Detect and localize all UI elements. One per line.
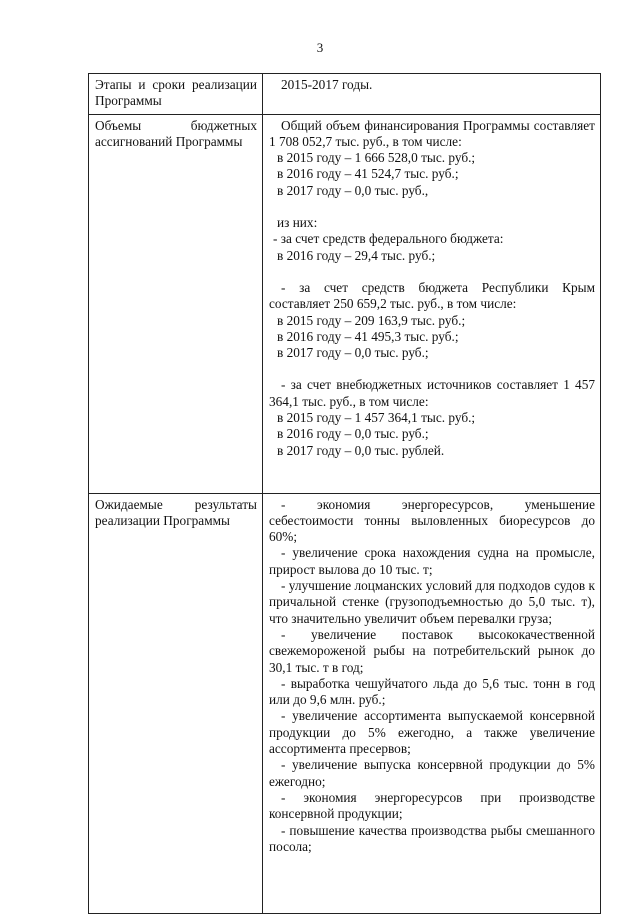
label-cell bbox=[89, 114, 263, 493]
budget-year-line: в 2017 году – 0,0 тыс. руб., bbox=[277, 182, 429, 198]
table-row-stages bbox=[89, 74, 601, 115]
federal-year-line: в 2016 году – 29,4 тыс. руб.; bbox=[277, 247, 436, 263]
crimea-year-line: в 2015 году – 209 163,9 тыс. руб.; bbox=[277, 312, 466, 328]
federal-title: - за счет средств федерального бюджета: bbox=[273, 231, 504, 247]
content-cell bbox=[263, 493, 601, 913]
of-which-label: из них: bbox=[277, 215, 318, 231]
row-label: Этапы и сроки реализации Программы bbox=[95, 77, 257, 109]
crimea-year-line: в 2017 году – 0,0 тыс. руб.; bbox=[277, 345, 429, 361]
stages-value: 2015-2017 годы. bbox=[281, 77, 373, 92]
result-item: - экономия энергоресурсов при производстве консервной продукции; bbox=[269, 789, 595, 822]
program-passport-table bbox=[88, 73, 601, 914]
label-cell bbox=[89, 493, 263, 913]
result-item: - увеличение срока нахождения судна на промысле, прирост вылова до 10 тыс. т; bbox=[269, 545, 595, 577]
label-cell bbox=[89, 74, 263, 115]
table-row-results bbox=[89, 493, 601, 913]
result-item: - увеличение ассортимента выпускаемой консервной продукции до 5% ежегодно, а также увеличение ассортимента пресервов; bbox=[269, 708, 595, 757]
budget-intro: Общий объем финансирования Программы составляет 1 708 052,7 тыс. руб., в том числе: bbox=[269, 117, 595, 149]
offbudget-year-line: в 2016 году – 0,0 тыс. руб.; bbox=[277, 426, 429, 442]
result-item: - выработка чешуйчатого льда до 5,6 тыс. тонн в год или до 9,6 млн. руб.; bbox=[269, 675, 595, 708]
result-item: - повышение качества производства рыбы смешанного посола; bbox=[269, 822, 595, 854]
page-number: 3 bbox=[316, 40, 324, 55]
result-item: - экономия энергоресурсов, уменьшение себестоимости тонны выловленных биоресурсов до 60%; bbox=[269, 496, 595, 545]
budget-year-line: в 2015 году – 1 666 528,0 тыс. руб.; bbox=[277, 150, 476, 166]
content-cell bbox=[263, 114, 601, 493]
content-cell bbox=[263, 74, 601, 115]
result-item: - увеличение выпуска консервной продукции до 5% ежегодно; bbox=[269, 757, 595, 789]
offbudget-year-line: в 2015 году – 1 457 364,1 тыс. руб.; bbox=[277, 410, 476, 426]
table-row-budget bbox=[89, 114, 601, 493]
offbudget-title: - за счет внебюджетных источников составляет 1 457 364,1 тыс. руб., в том числе: bbox=[269, 377, 595, 409]
result-item: - увеличение поставок высококачественной свежемороженой рыбы на потребительский рынок до 30,1 тыс. т в год; bbox=[269, 626, 595, 675]
crimea-title: - за счет средств бюджета Республики Крым составляет 250 659,2 тыс. руб., в том числе: bbox=[269, 279, 595, 312]
row-label: Ожидаемые результаты реализации Программы bbox=[95, 496, 257, 528]
offbudget-year-line: в 2017 году – 0,0 тыс. рублей. bbox=[277, 442, 445, 458]
row-label: Объемы бюджетных ассигнований Программы bbox=[95, 117, 257, 149]
result-item: - улучшение лоцманских условий для подходов судов к причальной стенке (грузоподъемностью до 5,0 тыс. т), что значительно увеличит объем перевалки груза; bbox=[269, 578, 595, 626]
budget-year-line: в 2016 году – 41 524,7 тыс. руб.; bbox=[277, 166, 459, 182]
crimea-year-line: в 2016 году – 41 495,3 тыс. руб.; bbox=[277, 328, 459, 344]
